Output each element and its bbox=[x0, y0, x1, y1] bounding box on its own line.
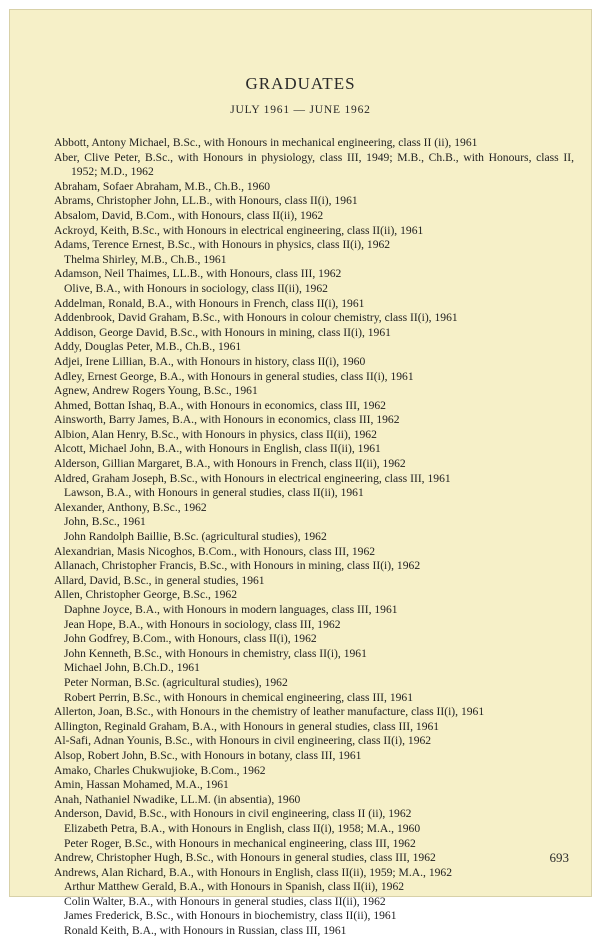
graduate-entry: Addenbrook, David Graham, B.Sc., with Honours in colour chemistry, class II(i), 1961 bbox=[54, 311, 458, 325]
graduate-entry: Abrams, Christopher John, LL.B., with Honours, class II(i), 1961 bbox=[54, 194, 358, 208]
graduate-entry: Al-Safi, Adnan Younis, B.Sc., with Honours in civil engineering, class II(i), 1962 bbox=[54, 734, 432, 748]
page-subtitle: JULY 1961 — JUNE 1962 bbox=[230, 104, 371, 116]
graduate-entry: Anderson, David, B.Sc., with Honours in civil engineering, class II (ii), 1962 bbox=[54, 807, 412, 821]
graduate-entry: Agnew, Andrew Rogers Young, B.Sc., 1961 bbox=[54, 384, 258, 398]
graduate-entry: Aldred, Graham Joseph, B.Sc., with Honours in electrical engineering, class III, 1961 bbox=[54, 471, 451, 485]
graduate-sub-entry: Peter Roger, B.Sc., with Honours in mechanical engineering, class III, 1962 bbox=[64, 836, 416, 850]
graduate-entry: Adams, Terence Ernest, B.Sc., with Honours in physics, class II(i), 1962 bbox=[54, 238, 391, 252]
graduate-entry: Abbott, Antony Michael, B.Sc., with Honours in mechanical engineering, class II (ii), 1961 bbox=[54, 136, 478, 149]
graduate-entry: Allington, Reginald Graham, B.A., with Honours in general studies, class III, 1961 bbox=[54, 719, 440, 733]
graduate-entry: Amin, Hassan Mohamed, M.A., 1961 bbox=[54, 778, 229, 792]
graduate-entry: Allanach, Christopher Francis, B.Sc., with Honours in mining, class II(i), 1962 bbox=[54, 559, 421, 573]
graduate-sub-entry: Elizabeth Petra, B.A., with Honours in English, class II(i), 1958; M.A., 1960 bbox=[64, 821, 421, 835]
graduate-sub-entry: Lawson, B.A., with Honours in general studies, class II(ii), 1961 bbox=[64, 486, 364, 500]
graduate-entry: Absalom, David, B.Com., with Honours, class II(ii), 1962 bbox=[54, 208, 324, 222]
graduate-entry: Alexandrian, Masis Nicoghos, B.Com., with Honours, class III, 1962 bbox=[54, 544, 376, 558]
graduate-sub-entry: John Kenneth, B.Sc., with Honours in chemistry, class II(i), 1961 bbox=[64, 646, 367, 660]
graduate-entry: Andrews, Alan Richard, B.A., with Honours in English, class II(ii), 1959; M.A., 1962 bbox=[54, 865, 453, 879]
graduate-sub-entry: Daphne Joyce, B.A., with Honours in modern languages, class III, 1961 bbox=[64, 603, 398, 616]
graduate-entry: Amako, Charles Chukwujioke, B.Com., 1962 bbox=[54, 763, 266, 777]
graduate-sub-entry: John Randolph Baillie, B.Sc. (agricultural studies), 1962 bbox=[64, 530, 327, 544]
graduate-sub-entry: John, B.Sc., 1961 bbox=[64, 515, 146, 529]
graduate-entry: Aber, Clive Peter, B.Sc., with Honours in physiology, class III, 1949; M.B., Ch.B., with Honours, class II, 1952; M.D., 1962 bbox=[54, 150, 574, 179]
graduate-sub-entry: Peter Norman, B.Sc. (agricultural studies), 1962 bbox=[64, 675, 288, 689]
graduate-entry: Allen, Christopher George, B.Sc., 1962 bbox=[54, 588, 238, 602]
graduate-entry: Adamson, Neil Thaimes, LL.B., with Honours, class III, 1962 bbox=[54, 267, 342, 281]
page-title: GRADUATES bbox=[245, 74, 356, 93]
graduate-entry: Alderson, Gillian Margaret, B.A., with Honours in French, class II(ii), 1962 bbox=[54, 457, 406, 471]
graduate-sub-entry: Colin Walter, B.A., with Honours in general studies, class II(ii), 1962 bbox=[64, 894, 386, 908]
graduate-entry: Anah, Nathaniel Nwadike, LL.M. (in absentia), 1960 bbox=[54, 792, 301, 806]
graduate-sub-entry: Jean Hope, B.A., with Honours in sociology, class III, 1962 bbox=[64, 617, 341, 631]
graduate-entry: Ainsworth, Barry James, B.A., with Honours in economics, class III, 1962 bbox=[54, 413, 400, 427]
graduate-entry: Allerton, Joan, B.Sc., with Honours in the chemistry of leather manufacture, class II(i), 1961 bbox=[54, 705, 485, 719]
graduate-sub-entry: Arthur Matthew Gerald, B.A., with Honours in Spanish, class II(ii), 1962 bbox=[64, 880, 405, 894]
graduate-sub-entry: Olive, B.A., with Honours in sociology, class II(ii), 1962 bbox=[64, 281, 328, 295]
graduate-sub-entry: Robert Perrin, B.Sc., with Honours in chemical engineering, class III, 1961 bbox=[64, 690, 414, 704]
graduate-entry: Alexander, Anthony, B.Sc., 1962 bbox=[54, 500, 207, 514]
graduate-sub-entry: Thelma Shirley, M.B., Ch.B., 1961 bbox=[64, 252, 227, 266]
graduate-entry: Adjei, Irene Lillian, B.A., with Honours in history, class II(i), 1960 bbox=[54, 354, 366, 368]
graduate-entry: Allard, David, B.Sc., in general studies, 1961 bbox=[54, 573, 265, 587]
graduate-sub-entry: James Frederick, B.Sc., with Honours in biochemistry, class II(ii), 1961 bbox=[64, 909, 397, 923]
graduate-entry: Addy, Douglas Peter, M.B., Ch.B., 1961 bbox=[54, 340, 242, 354]
graduate-sub-entry: Michael John, B.Ch.D., 1961 bbox=[64, 661, 200, 675]
graduate-entry: Ackroyd, Keith, B.Sc., with Honours in electrical engineering, class II(ii), 1961 bbox=[54, 223, 424, 237]
graduate-entry: Andrew, Christopher Hugh, B.Sc., with Honours in general studies, class III, 1962 bbox=[54, 851, 436, 865]
graduate-entry: Albion, Alan Henry, B.Sc., with Honours in physics, class II(ii), 1962 bbox=[54, 427, 377, 441]
graduate-list bbox=[54, 136, 574, 939]
graduate-entry: Abraham, Sofaer Abraham, M.B., Ch.B., 1960 bbox=[54, 179, 271, 193]
graduate-entry: Addelman, Ronald, B.A., with Honours in French, class II(i), 1961 bbox=[54, 296, 365, 310]
graduate-sub-entry: Ronald Keith, B.A., with Honours in Russian, class III, 1961 bbox=[64, 924, 347, 938]
graduate-entry: Ahmed, Bottan Ishaq, B.A., with Honours in economics, class III, 1962 bbox=[54, 398, 386, 412]
page-number: 693 bbox=[549, 850, 569, 865]
graduate-entry: Alsop, Robert John, B.Sc., with Honours in botany, class III, 1961 bbox=[54, 748, 362, 762]
book-page bbox=[9, 9, 592, 938]
graduate-sub-entry: John Godfrey, B.Com., with Honours, class II(i), 1962 bbox=[64, 632, 317, 646]
graduate-entry: Alcott, Michael John, B.A., with Honours in English, class II(ii), 1961 bbox=[54, 442, 381, 456]
graduate-entry: Addison, George David, B.Sc., with Honours in mining, class II(i), 1961 bbox=[54, 325, 391, 339]
graduate-entry: Adley, Ernest George, B.A., with Honours in general studies, class II(i), 1961 bbox=[54, 369, 414, 383]
